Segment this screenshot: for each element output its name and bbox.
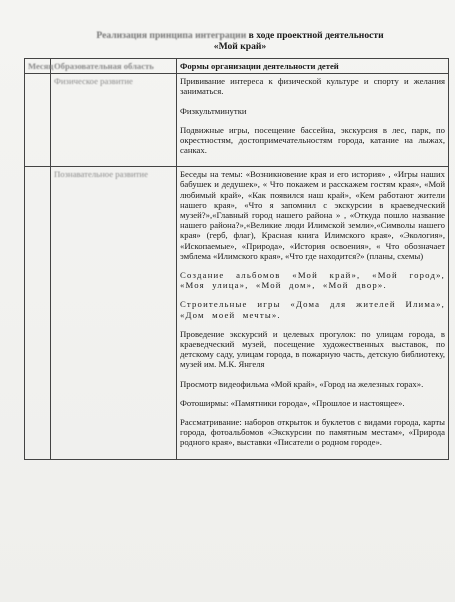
row-forms-cell <box>177 167 449 459</box>
column-header-month: Месяц <box>25 59 51 74</box>
table-header-row <box>25 59 449 74</box>
row-area-cell: Физическое развитие <box>51 74 177 167</box>
forms-item: Беседы на темы: «Возникновение края и его история» , «Игры наших бабушек и дедушек», « Что покажем и расскажем гостям края», «Мой любимый край», «Как появился наш край», «Кем работают жители нашего края», «Что я запомнил с экскурсии в краеведческий музей?»,«Главный город нашего района » , «Откуда пошло название нашего района?»,«Великие люди Илимской земли»,«Символы нашего края» (герб, флаг), Красная книга Илимского края», «Экология», «Ископаемые», «Природа», «История освоения», « Что обозначает эмблема «Илимского края», «Что где находится?» (планы, схемы) <box>180 169 445 261</box>
row-month-cell <box>25 74 51 167</box>
title-faded-part: Реализация принципа интеграции <box>96 30 247 41</box>
document-title <box>60 30 420 52</box>
forms-item: Физкультминутки <box>180 105 247 116</box>
forms-item: Фотоширмы: «Памятники города», «Прошлое и настоящее». <box>180 397 405 408</box>
table-row <box>25 74 449 167</box>
column-header-area: Образовательная область <box>51 59 177 74</box>
forms-item: Создание альбомов «Мой край», «Мой город», «Моя улица», «Мой дом», «Мой двор». <box>180 270 445 291</box>
table-row <box>25 167 449 459</box>
forms-item: Рассматривание: наборов открыток и буклетов с видами города, карты города, фотоальбомов «Экскурсии по памятным местам», «Природа родного края», выставки «Писатели о родном городе». <box>180 417 445 448</box>
forms-item: Строительные игры «Дома для жителей Илима», «Дом моей мечты». <box>180 299 445 320</box>
row-area-cell: Познавательное развитие <box>51 167 177 459</box>
row-month-cell <box>25 167 51 459</box>
title-line2: «Мой край» <box>213 41 267 52</box>
integration-table <box>24 58 449 460</box>
title-line1-rest: в ходе проектной деятельности <box>248 30 384 41</box>
row-forms-cell <box>177 74 449 167</box>
column-header-forms: Формы организации деятельности детей <box>177 59 449 74</box>
forms-item: Просмотр видеофильма «Мой край», «Город на железных горах». <box>180 378 424 389</box>
forms-item: Прививание интереса к физической культуре и спорту и желания заниматься. <box>180 76 445 97</box>
forms-item: Подвижные игры, посещение бассейна, экскурсия в лес, парк, по окрестностям, достопримечательностям города, катание на лыжах, санках. <box>180 124 445 156</box>
forms-item: Проведение экскурсий и целевых прогулок: по улицам города, в краеведческий музей, посещение художественных выставок, по детскому саду, улицам города, в пожарную часть, детскую библиотеку, музей им. М.К. Янгеля <box>180 328 445 370</box>
